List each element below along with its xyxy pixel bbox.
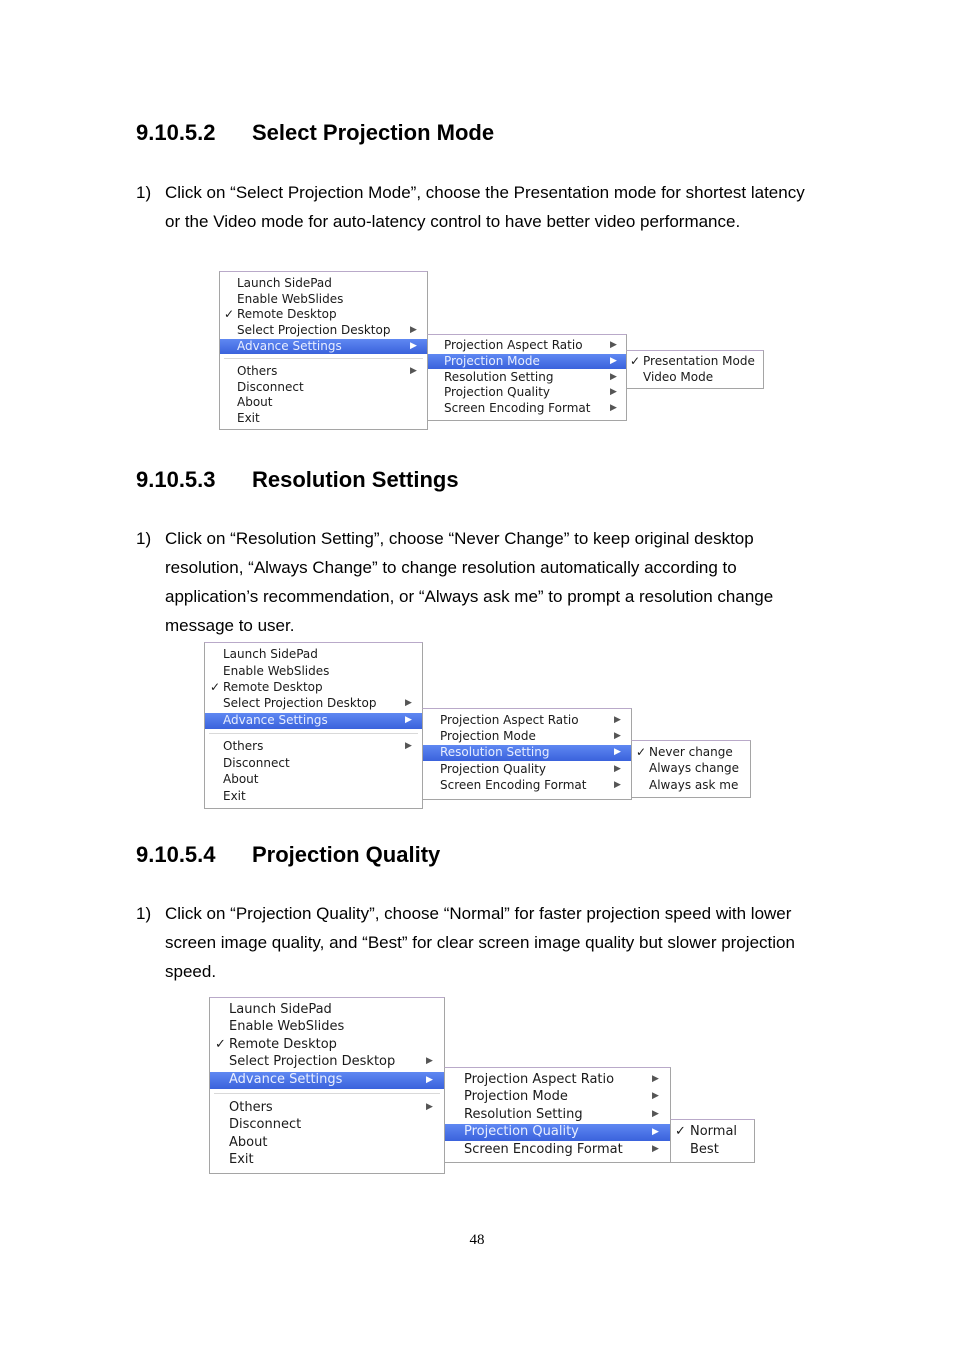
menu-screenshot-projection-quality (209, 997, 756, 1175)
check-icon: ✓ (636, 745, 647, 759)
submenu-arrow-icon: ▶ (614, 780, 621, 790)
menu-separator (224, 358, 423, 359)
main-menu: Launch SidePad Enable WebSlides ✓ Remote Desktop Select Projection Desktop ▶ Advance Settings ▶ Others ▶ Disconnect About Exit (219, 271, 428, 430)
submenu-arrow-icon: ▶ (614, 715, 621, 725)
submenu-arrow-icon: ▶ (652, 1144, 659, 1154)
projection-mode-submenu: ✓ Presentation Mode Video Mode (626, 350, 764, 389)
main-menu: Launch SidePad Enable WebSlides ✓ Remote Desktop Select Projection Desktop ▶ Advance Settings ▶ Others ▶ Disconnect About Exit (204, 642, 423, 809)
menu-item-advance-settings[interactable]: Advance Settings ▶ (210, 1072, 444, 1089)
section-heading (136, 467, 459, 493)
submenu-arrow-icon: ▶ (405, 741, 412, 751)
advance-settings-submenu: Projection Aspect Ratio ▶ Projection Mode ▶ Resolution Setting ▶ Projection Quality ▶ Screen Encoding Format ▶ (422, 708, 632, 800)
submenu-arrow-icon: ▶ (652, 1109, 659, 1119)
page-number: 48 (469, 1232, 485, 1248)
submenu-arrow-icon: ▶ (610, 372, 617, 382)
submenu-arrow-icon: ▶ (652, 1127, 659, 1137)
section-title: Select Projection Mode (252, 120, 495, 145)
check-icon: ✓ (210, 680, 221, 694)
list-index: 1) (136, 183, 152, 202)
submenu-arrow-icon: ▶ (652, 1091, 659, 1101)
paragraph-text: Click on “Select Projection Mode”, choose the Presentation mode for shortest latency or the Video mode for auto-latency control to have better video performance. (165, 183, 805, 231)
section-number: 9.10.5.2 (136, 120, 216, 145)
submenu-arrow-icon: ▶ (426, 1056, 433, 1066)
list-index: 1) (136, 904, 152, 923)
paragraph-text: Click on “Projection Quality”, choose “Normal” for faster projection speed with lower screen image quality, and “Best” for clear screen image quality but slower projection speed. (165, 904, 795, 981)
section-number: 9.10.5.4 (136, 842, 216, 867)
resolution-setting-submenu: ✓ Never change Always change Always ask me (631, 740, 751, 798)
check-icon: ✓ (224, 307, 235, 321)
submenu-arrow-icon: ▶ (610, 387, 617, 397)
submenu-arrow-icon: ▶ (610, 356, 617, 366)
submenu-arrow-icon: ▶ (405, 698, 412, 708)
section-title: Resolution Settings (252, 467, 459, 492)
section-paragraph (136, 899, 816, 986)
menu-screenshot-projection-mode (219, 271, 765, 431)
section-heading (136, 120, 494, 146)
submenu-arrow-icon: ▶ (614, 731, 621, 741)
submenu-arrow-icon: ▶ (610, 403, 617, 413)
menu-separator (209, 733, 418, 734)
advance-settings-submenu: Projection Aspect Ratio ▶ Projection Mode ▶ Resolution Setting ▶ Projection Quality ▶ Screen Encoding Format ▶ (444, 1067, 671, 1163)
submenu-arrow-icon: ▶ (426, 1102, 433, 1112)
submenu-arrow-icon: ▶ (405, 715, 412, 725)
menu-item-projection-quality[interactable]: Projection Quality ▶ (445, 1124, 670, 1141)
list-index: 1) (136, 529, 152, 548)
submenu-arrow-icon: ▶ (426, 1075, 433, 1085)
submenu-arrow-icon: ▶ (614, 747, 621, 757)
section-number: 9.10.5.3 (136, 467, 216, 492)
section-paragraph (136, 524, 816, 640)
menu-item-advance-settings[interactable]: Advance Settings ▶ (220, 339, 427, 354)
main-menu: Launch SidePad Enable WebSlides ✓ Remote Desktop Select Projection Desktop ▶ Advance Settings ▶ Others ▶ Disconnect About Exit (209, 997, 445, 1174)
submenu-arrow-icon: ▶ (410, 366, 417, 376)
paragraph-text: Click on “Resolution Setting”, choose “Never Change” to keep original desktop resolution, “Always Change” to change resolution automatically according to application’s recommendation, or “Always ask me” to prompt a resolution change message to user. (165, 529, 774, 635)
section-paragraph (136, 178, 816, 236)
menu-item-resolution-setting[interactable]: Resolution Setting ▶ (423, 745, 631, 761)
menu-separator (214, 1093, 440, 1094)
menu-item-projection-mode[interactable]: Projection Mode ▶ (428, 354, 626, 369)
check-icon: ✓ (630, 354, 641, 368)
menu-item-advance-settings[interactable]: Advance Settings ▶ (205, 713, 422, 729)
advance-settings-submenu: Projection Aspect Ratio ▶ Projection Mode ▶ Resolution Setting ▶ Projection Quality ▶ Screen Encoding Format ▶ (427, 334, 627, 421)
submenu-arrow-icon: ▶ (610, 340, 617, 350)
submenu-arrow-icon: ▶ (614, 764, 621, 774)
submenu-arrow-icon: ▶ (652, 1074, 659, 1084)
submenu-arrow-icon: ▶ (410, 325, 417, 335)
section-title: Projection Quality (252, 842, 441, 867)
check-icon: ✓ (675, 1124, 686, 1139)
check-icon: ✓ (215, 1037, 226, 1052)
menu-screenshot-resolution-setting (204, 642, 752, 810)
submenu-arrow-icon: ▶ (410, 341, 417, 351)
section-heading (136, 842, 440, 868)
projection-quality-submenu: ✓ Normal Best (670, 1119, 755, 1163)
